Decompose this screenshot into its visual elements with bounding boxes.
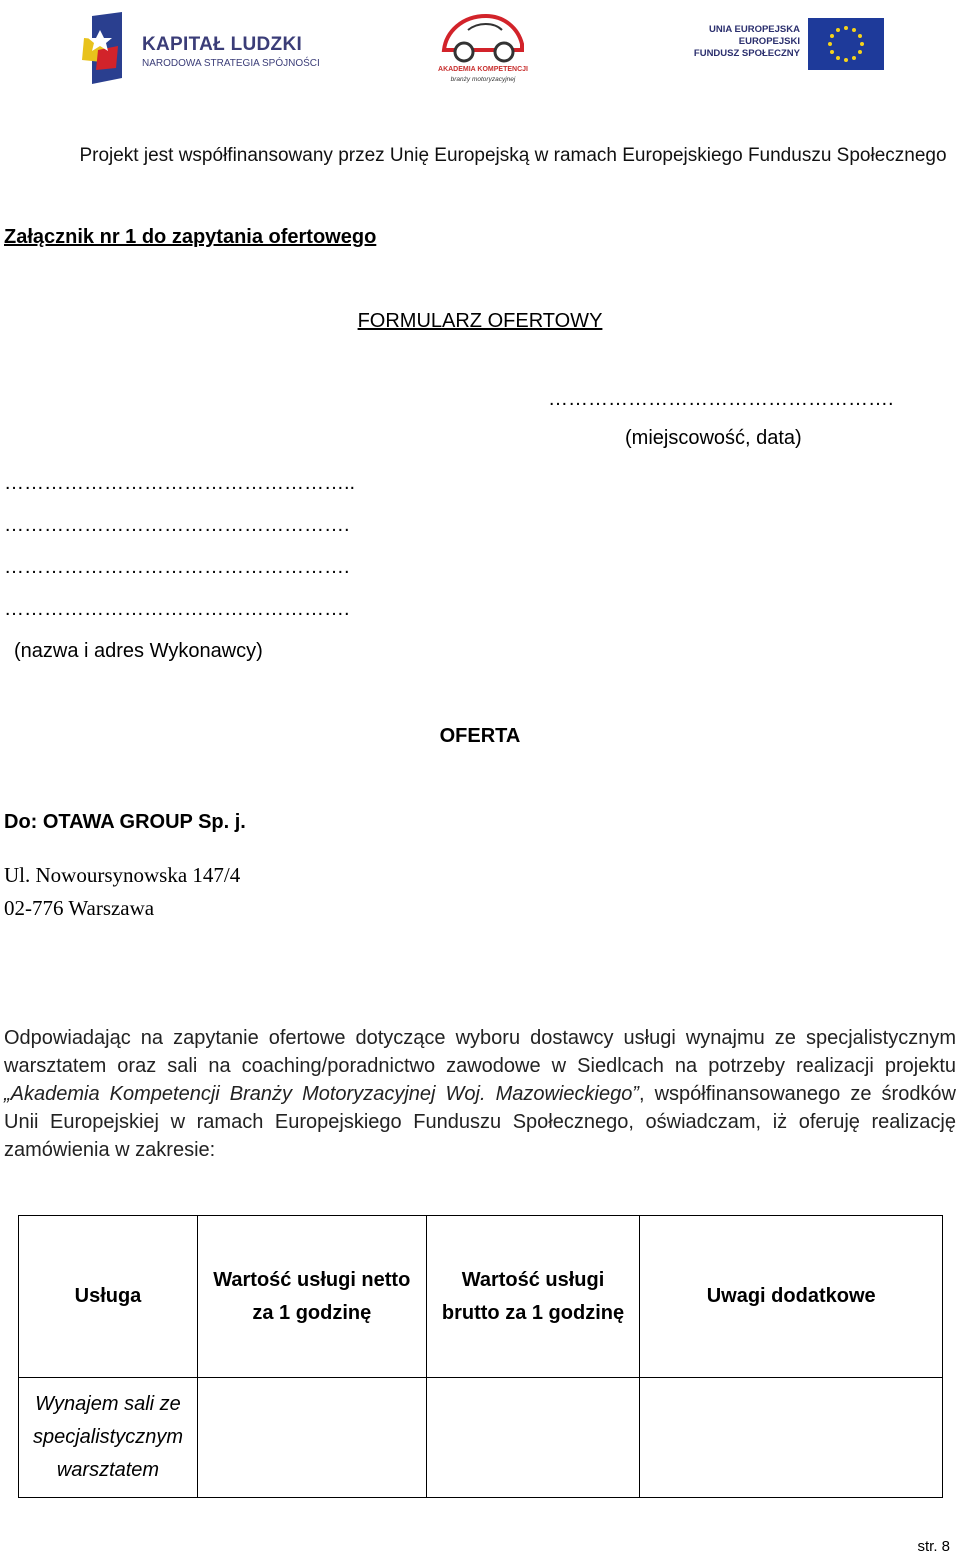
table-header-row xyxy=(19,1216,943,1378)
offer-paragraph xyxy=(4,1024,956,1164)
row-net-value[interactable] xyxy=(197,1378,426,1498)
cofinancing-note: Projekt jest współfinansowany przez Unię Europejską w ramach Europejskiego Funduszu Społecznego xyxy=(79,145,947,166)
eu-text-line3: FUNDUSZ SPOŁECZNY xyxy=(693,48,800,59)
table-row xyxy=(19,1378,943,1498)
header-gross-value: Wartość usługi brutto za 1 godzinę xyxy=(426,1216,640,1378)
header-net-value: Wartość usługi netto za 1 godzinę xyxy=(197,1216,426,1378)
kapital-ludzki-subtitle: NARODOWA STRATEGIA SPÓJNOŚCI xyxy=(142,58,320,69)
kapital-ludzki-emblem-icon xyxy=(78,10,138,88)
akademia-title: AKADEMIA KOMPETENCJI xyxy=(438,66,528,73)
eu-text xyxy=(690,24,800,60)
contractor-line-1: …………………………………………….. xyxy=(4,472,356,494)
header-service: Usługa xyxy=(19,1216,198,1378)
contractor-line-2: ……………………………………………. xyxy=(4,514,350,536)
eu-flag-icon xyxy=(808,18,884,70)
header-notes: Uwagi dodatkowe xyxy=(640,1216,943,1378)
place-date-dots: ……………………………………………. xyxy=(548,388,894,410)
recipient-street: Ul. Nowoursynowska 147/4 xyxy=(4,863,241,887)
row-service: Wynajem sali ze specjalistycznym warsztatem xyxy=(19,1378,198,1498)
contractor-label: (nazwa i adres Wykonawcy) xyxy=(14,640,263,662)
recipient-city: 02-776 Warszawa xyxy=(4,896,155,920)
eu-logo xyxy=(690,18,890,74)
eu-text-line1: UNIA EUROPEJSKA xyxy=(709,24,800,35)
kapital-ludzki-logo xyxy=(78,10,318,88)
offer-table xyxy=(18,1215,943,1498)
page-number: str. 8 xyxy=(917,1538,950,1555)
recipient-name: Do: OTAWA GROUP Sp. j. xyxy=(4,811,246,833)
row-gross-value[interactable] xyxy=(426,1378,640,1498)
kapital-ludzki-title: KAPITAŁ LUDZKI xyxy=(142,34,303,55)
place-date-label: (miejscowość, data) xyxy=(625,427,802,449)
offer-paragraph-part1: Odpowiadając na zapytanie ofertowe dotyczące wyboru dostawcy usługi wynajmu ze specjalistycznym warsztatem oraz sali na coaching/poradnictwo zawodowe w Siedlcach na potrzeby realizacji projektu xyxy=(4,1027,956,1077)
form-title: FORMULARZ OFERTOWY xyxy=(357,310,603,332)
offer-heading: OFERTA xyxy=(439,725,521,747)
attachment-title: Załącznik nr 1 do zapytania ofertowego xyxy=(4,226,377,248)
offer-paragraph-part2: , współfinansowanego ze środków Unii Europejskiej w ramach Europejskiego Funduszu Społecznego, oświadczam, iż oferuję realizację zamówienia w zakresie: xyxy=(4,1083,957,1161)
car-icon xyxy=(438,10,528,64)
eu-text-line2: EUROPEJSKI xyxy=(738,36,800,47)
akademia-subtitle: branży motoryzacyjnej xyxy=(450,76,516,83)
contractor-line-3: ……………………………………………. xyxy=(4,556,350,578)
akademia-kompetencji-logo xyxy=(428,10,538,88)
project-name: „Akademia Kompetencji Branży Motoryzacyjnej Woj. Mazowieckiego” xyxy=(4,1083,639,1105)
row-notes[interactable] xyxy=(640,1378,943,1498)
contractor-line-4: ……………………………………………. xyxy=(4,598,350,620)
